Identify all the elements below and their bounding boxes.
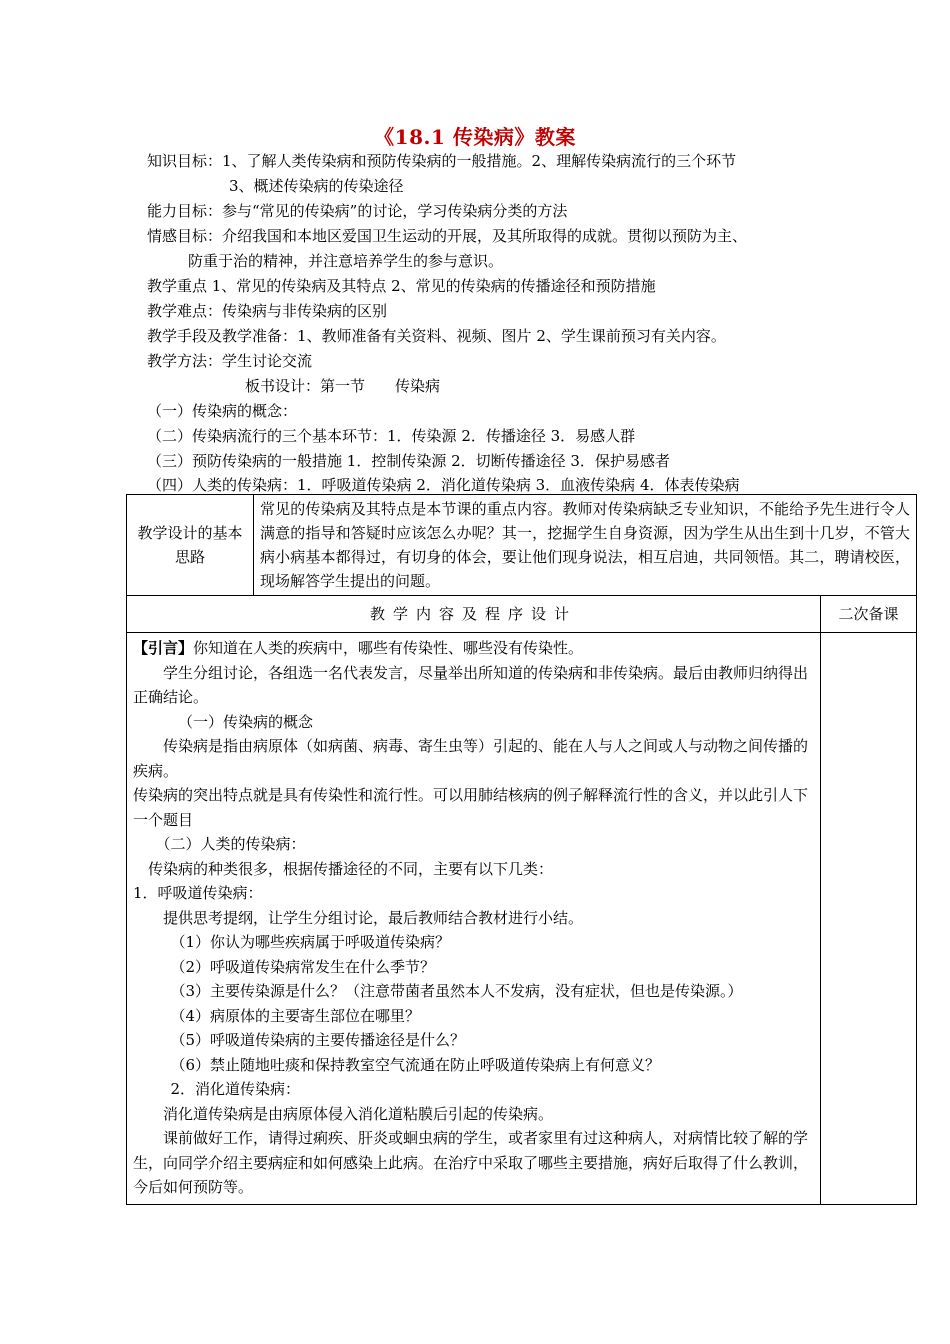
content-paragraph: 提供思考提纲，让学生分组讨论，最后教师结合教材进行小结。: [163, 908, 584, 927]
design-idea-cell: [254, 495, 917, 596]
content-list-item: （3）主要传染源是什么？（注意带菌者虽然本人不发病，没有症状，但也是传染源。）: [170, 982, 743, 1000]
header-line-board-4: （四）人类的传染病：1．呼吸道传染病 2．消化道传染病 3．血液传染病 4．体表传染病: [147, 476, 740, 494]
content-paragraph: （二）人类的传染病：: [155, 835, 306, 853]
header-line-board-3: （三）预防传染病的一般措施 1．控制传染源 2．切断传播途径 3．保护易感者: [147, 452, 670, 470]
content-paragraph: 课前做好工作，请得过痢疾、肝炎或蛔虫病的学生，或者家里有过这种病人，对病情比较了解的学生，向同学介绍主要病症和如何感染上此病。在治疗中采取了哪些主要措施，病好后取得了什么教训，今后如何预防等。: [133, 1129, 809, 1196]
content-paragraph: 传染病的突出特点就是具有传染性和流行性。可以用肺结核病的例子解释流行性的含义，并以此引人下一个题目: [133, 786, 809, 829]
content-body: [127, 633, 820, 1204]
intro-paragraph: [133, 636, 816, 661]
header-line-emotion-2: 防重于治的精神，并注意培养学生的参与意识。: [188, 252, 504, 270]
table-row-header: [127, 596, 917, 633]
page-title: 《18.1 传染病》教案: [374, 125, 576, 149]
content-list-item: （4）病原体的主要寄生部位在哪里？: [170, 1006, 421, 1025]
content-cell: [127, 633, 821, 1205]
header-line-knowledge-2: 3、概述传染病的传染途径: [229, 177, 404, 195]
content-header: 教学内容及程序设计: [127, 596, 821, 633]
content-paragraph: 消化道传染病是由病原体侵入消化道粘膜后引起的传染病。: [163, 1104, 554, 1123]
header-line-key-points: 教学重点 1、常见的传染病及其特点 2、常见的传染病的传播途径和预防措施: [147, 277, 656, 295]
second-prep-cell: [821, 633, 917, 1205]
table-row-content: [127, 633, 917, 1205]
design-idea-label: [127, 495, 254, 596]
content-paragraph: 1．呼吸道传染病：: [133, 884, 263, 902]
intro-text: 你知道在人类的疾病中，哪些有传染性、哪些没有传染性。: [193, 639, 584, 657]
second-prep-header: 二次备课: [821, 596, 917, 633]
content-paragraph: 2．消化道传染病：: [170, 1080, 301, 1098]
intro-tag: 【引言】: [133, 639, 194, 657]
content-list-item: （2）呼吸道传染病常发生在什么季节？: [170, 957, 436, 976]
header-line-emotion: 情感目标：介绍我国和本地区爱国卫生运动的开展，及其所取得的成就。贯彻以预防为主、: [147, 227, 748, 245]
content-list-item: （1）你认为哪些疾病属于呼吸道传染病？: [170, 933, 451, 951]
header-line-board: 板书设计：第一节 传染病: [245, 377, 441, 395]
header-line-ability: 能力目标：参与“常见的传染病”的讨论，学习传染病分类的方法: [147, 202, 568, 220]
design-idea-label-text: 教学设计的基本思路: [137, 524, 243, 566]
table-row-design-idea: [127, 495, 917, 596]
header-line-method: 教学方法：学生讨论交流: [147, 352, 313, 370]
content-paragraph: 学生分组讨论，各组选一名代表发言，尽量举出所知道的传染病和非传染病。最后由教师归纳得出正确结论。: [133, 663, 809, 706]
design-idea-text: 常见的传染病及其特点是本节课的重点内容。教师对传染病缺乏专业知识，不能给予先生进行令人满意的指导和答疑时应该怎么办呢？其一，挖掘学生自身资源，因为学生从出生到十几岁，不管大病小病基本都得过，有切身的体会，要让他们现身说法，相互启迪，共同领悟。其二，聘请校医，现场解答学生提出的问题。: [260, 500, 911, 590]
content-paragraph: 传染病的种类很多，根据传播途径的不同，主要有以下几类：: [148, 859, 554, 878]
header-line-board-2: （二）传染病流行的三个基本环节：1．传染源 2．传播途径 3．易感人群: [147, 427, 636, 445]
header-line-knowledge: 知识目标：1、了解人类传染病和预防传染病的一般措施。2、理解传染病流行的三个环节: [147, 152, 737, 170]
content-paragraph: 传染病是指由病原体（如病菌、病毒、寄生虫等）引起的、能在人与人之间或人与动物之间传播的疾病。: [133, 737, 809, 780]
header-line-board-1: （一）传染病的概念：: [147, 402, 298, 420]
content-paragraph: （一）传染病的概念: [178, 712, 314, 731]
content-list-item: （5）呼吸道传染病的主要传播途径是什么？: [170, 1031, 466, 1049]
header-line-preparation: 教学手段及教学准备：1、教师准备有关资料、视频、图片 2、学生课前预习有关内容。: [147, 327, 726, 345]
content-list-item: （6）禁止随地吐痰和保持教室空气流通在防止呼吸道传染病上有何意义？: [170, 1055, 661, 1074]
header-line-difficulty: 教学难点：传染病与非传染病的区别: [147, 302, 388, 320]
lesson-table: [126, 494, 917, 1205]
